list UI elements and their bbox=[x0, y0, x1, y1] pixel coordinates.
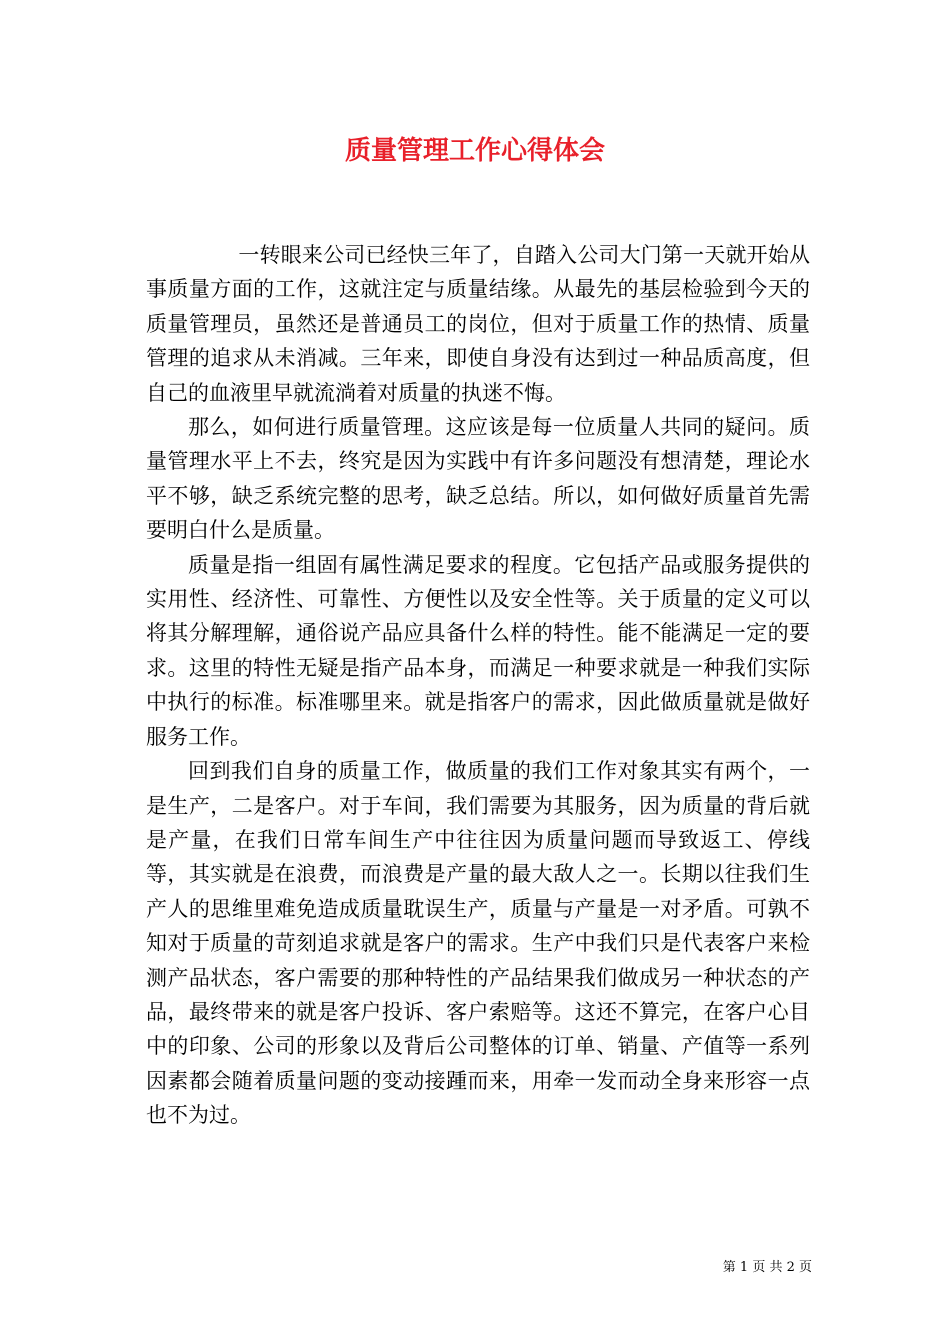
paragraph-2: 那么，如何进行质量管理。这应该是每一位质量人共同的疑问。质量管理水平上不去，终究是因为实践中有许多问题没有想清楚，理论水平不够，缺乏系统完整的思考，缺乏总结。所以，如何做好质量首先需要明白什么是质量。 bbox=[146, 415, 810, 543]
paragraph-4: 回到我们自身的质量工作，做质量的我们工作对象其实有两个，一是生产，二是客户。对于车间，我们需要为其服务，因为质量的背后就是产量，在我们日常车间生产中往往因为质量问题而导致返工、停线等，其实就是在浪费，而浪费是产量的最大敌人之一。长期以往我们生产人的思维里难免造成质量耽误生产，质量与产量是一对矛盾。可孰不知对于质量的苛刻追求就是客户的需求。生产中我们只是代表客户来检测产品状态，客户需要的那种特性的产品结果我们做成另一种状态的产品，最终带来的就是客户投诉、客户索赔等。这还不算完，在客户心目中的印象、公司的形象以及背后公司整体的订单、销量、产值等一系列因素都会随着质量问题的变动接踵而来，用牵一发而动全身来形容一点也不为过。 bbox=[146, 759, 810, 1128]
document-body bbox=[146, 238, 810, 1133]
document-title: 质量管理工作心得体会 bbox=[344, 136, 605, 166]
page-number: 第 1 页 共 2 页 bbox=[722, 1260, 812, 1275]
paragraph-1: 一转眼来公司已经快三年了，自踏入公司大门第一天就开始从事质量方面的工作，这就注定与质量结缘。从最先的基层检验到今天的质量管理员，虽然还是普通员工的岗位，但对于质量工作的热情、质量管理的追求从未消减。三年来，即使自身没有达到过一种品质高度，但自己的血液里早就流淌着对质量的执迷不悔。 bbox=[146, 243, 810, 405]
paragraph-3: 质量是指一组固有属性满足要求的程度。它包括产品或服务提供的实用性、经济性、可靠性、方便性以及安全性等。关于质量的定义可以将其分解理解，通俗说产品应具备什么样的特性。能不能满足一定的要求。这里的特性无疑是指产品本身，而满足一种要求就是一种我们实际中执行的标准。标准哪里来。就是指客户的需求，因此做质量就是做好服务工作。 bbox=[146, 552, 810, 749]
